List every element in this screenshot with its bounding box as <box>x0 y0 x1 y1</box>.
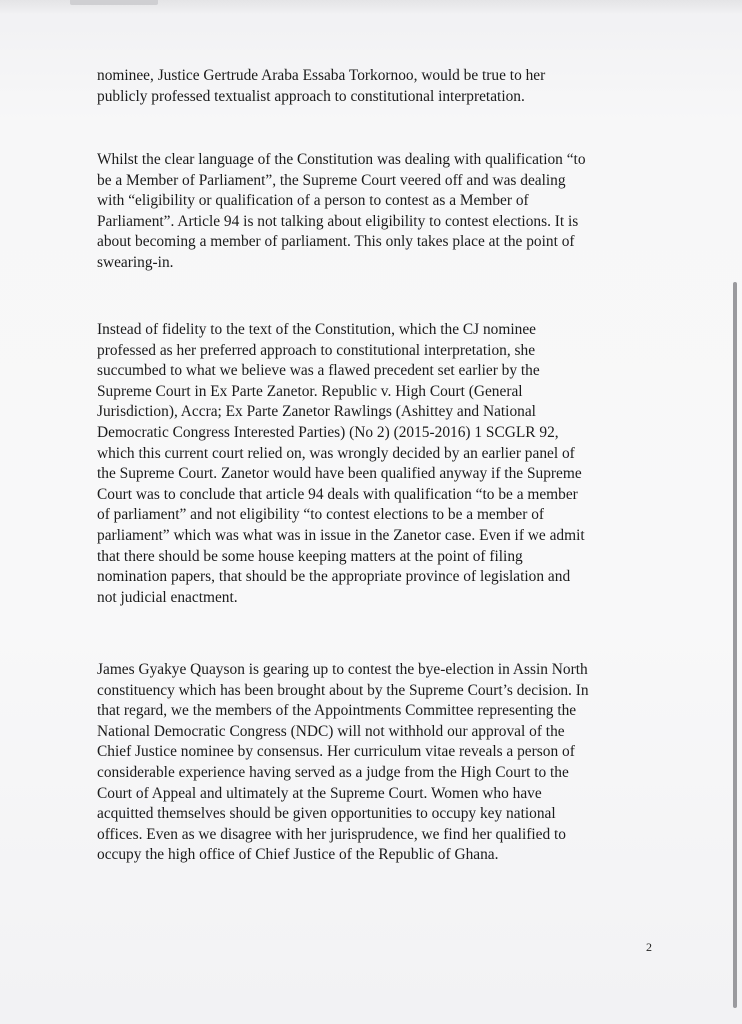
text-line: swearing-in. <box>97 253 174 271</box>
text-line: James Gyakye Quayson is gearing up to contest the bye-election in Assin North <box>97 661 588 678</box>
text-line: acquitted themselves should be given opportunities to occupy key national <box>97 805 556 823</box>
text-line: constituency which has been brought about by the Supreme Court’s decision. In <box>97 681 589 699</box>
text-line: occupy the high office of Chief Justice of the Republic of Ghana. <box>97 846 499 864</box>
paragraph-4 <box>97 660 589 866</box>
text-line: Whilst the clear language of the Constitution was dealing with qualification “to <box>97 151 586 168</box>
text-line: Chief Justice nominee by consensus. Her curriculum vitae reveals a person of <box>97 743 575 761</box>
text-line: succumbed to what we believe was a flawed precedent set earlier by the <box>97 362 540 380</box>
text-line: parliament” which was what was in issue in the Zanetor case. Even if we admit <box>97 526 585 544</box>
text-line: offices. Even as we disagree with her jurisprudence, we find her qualified to <box>97 825 566 843</box>
vertical-scrollbar[interactable] <box>733 282 737 1008</box>
paragraph-1 <box>97 66 545 107</box>
text-line: that there should be some house keeping matters at the point of filing <box>97 547 523 565</box>
text-line: Supreme Court in Ex Parte Zanetor. Republic v. High Court (General <box>97 382 523 400</box>
page-number: 2 <box>646 940 652 954</box>
text-line: be a Member of Parliament”, the Supreme Court veered off and was dealing <box>97 171 566 189</box>
text-line: of parliament” and not eligibility “to contest elections to be a member of <box>97 506 545 524</box>
text-line: not judicial enactment. <box>97 588 238 606</box>
text-line: with “eligibility or qualification of a person to contest as a Member of <box>97 192 529 210</box>
paragraph-3 <box>97 320 585 608</box>
text-line: nomination papers, that should be the appropriate province of legislation and <box>97 568 571 586</box>
text-line: Instead of fidelity to the text of the Constitution, which the CJ nominee <box>97 321 536 338</box>
text-line: Parliament”. Article 94 is not talking about eligibility to contest elections. It is <box>97 212 579 230</box>
text-line: National Democratic Congress (NDC) will not withhold our approval of the <box>97 722 565 740</box>
text-line: that regard, we the members of the Appointments Committee representing the <box>97 702 577 720</box>
text-line: professed as her preferred approach to constitutional interpretation, she <box>97 341 536 359</box>
text-line: which this current court relied on, was wrongly decided by an earlier panel of <box>97 444 575 462</box>
text-line: nominee, Justice Gertrude Araba Essaba Torkornoo, would be true to her <box>97 67 546 84</box>
text-line: Court was to conclude that article 94 deals with qualification “to be a member <box>97 485 578 503</box>
text-line: considerable experience having served as a judge from the High Court to the <box>97 763 569 781</box>
text-line: about becoming a member of parliament. This only takes place at the point of <box>97 233 575 251</box>
text-line: the Supreme Court. Zanetor would have been qualified anyway if the Supreme <box>97 465 582 483</box>
text-line: Democratic Congress Interested Parties) (No 2) (2015-2016) 1 SCGLR 92, <box>97 423 559 441</box>
paragraph-2 <box>97 150 586 274</box>
text-line: publicly professed textualist approach to constitutional interpretation. <box>97 87 525 105</box>
text-line: Jurisdiction), Accra; Ex Parte Zanetor Rawlings (Ashittey and National <box>97 403 536 421</box>
text-line: Court of Appeal and ultimately at the Supreme Court. Women who have <box>97 784 542 802</box>
top-tab-indicator <box>70 0 158 5</box>
